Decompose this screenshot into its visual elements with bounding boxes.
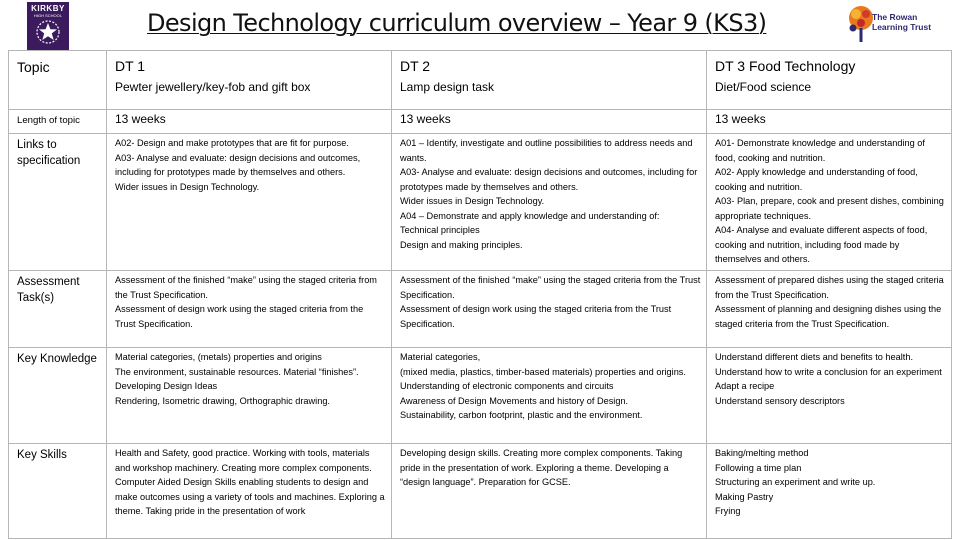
- trust-logo-line2: Learning Trust: [872, 22, 932, 32]
- curriculum-table: [8, 50, 952, 539]
- cell-line: Design and making principles.: [400, 239, 523, 250]
- cell-line: A02- Apply knowledge and understanding of food, cooking and nutrition.: [715, 167, 918, 192]
- cell-line: A03- Analyse and evaluate: design decisions and outcomes, including for prototypes made by themselves and others.: [115, 152, 361, 177]
- cell-line: Understand sensory descriptors: [715, 395, 845, 406]
- cell-line: A01 – Identify, investigate and outline possibilities to address needs and wants.: [400, 138, 693, 163]
- topic-cell-dt1: [107, 51, 392, 110]
- topic-subtitle: Diet/Food science: [715, 80, 812, 94]
- cell-assessment-dt2: [392, 271, 707, 348]
- cell-line: The environment, sustainable resources. Material “finishes”.: [115, 366, 359, 377]
- topic-title: DT 3 Food Technology: [715, 58, 856, 74]
- cell-line: Structuring an experiment and write up.: [715, 477, 876, 487]
- cell-line: Wider issues in Design Technology.: [400, 196, 545, 206]
- topic-cell-dt3: [707, 51, 952, 110]
- topic-cell-dt2: [392, 51, 707, 110]
- cell-line: A02- Design and make prototypes that are fit for purpose.: [115, 138, 349, 148]
- cell-line: Material categories, (metals) properties and origins: [115, 352, 322, 362]
- cell-length-dt1: 13 weeks: [107, 110, 392, 134]
- cell-line: A03- Plan, prepare, cook and present dishes, combining appropriate techniques.: [715, 196, 944, 221]
- cell-specification-dt3: [707, 134, 952, 271]
- table-row-length: [9, 110, 952, 134]
- school-logo-name: KIRKBY: [31, 4, 65, 13]
- row-label-skills: Key Skills: [9, 444, 107, 539]
- cell-line: Baking/melting method: [715, 448, 809, 458]
- topic-subtitle: Pewter jewellery/key-fob and gift box: [115, 80, 311, 94]
- school-logo: [27, 2, 69, 50]
- topic-title: DT 2: [400, 58, 431, 74]
- cell-line: Awareness of Design Movements and history of Design.: [400, 395, 629, 406]
- cell-line: Developing Design Ideas: [115, 381, 218, 391]
- cell-knowledge-dt1: [107, 348, 392, 444]
- cell-line: Following a time plan: [715, 462, 802, 473]
- cell-line: A03- Analyse and evaluate: design decisions and outcomes, including for prototypes made by themselves and others.: [400, 167, 698, 192]
- cell-assessment-dt3: [707, 271, 952, 348]
- cell-line: A01- Demonstrate knowledge and understanding of food, cooking and nutrition.: [715, 138, 925, 163]
- star-emblem-icon: [35, 19, 61, 45]
- row-label-length: Length of topic: [9, 110, 107, 134]
- cell-assessment-dt1: [107, 271, 392, 348]
- cell-length-dt3: 13 weeks: [707, 110, 952, 134]
- cell-specification-dt2: [392, 134, 707, 271]
- cell-knowledge-dt2: [392, 348, 707, 444]
- trust-logo-line1: The Rowan: [872, 12, 918, 22]
- table-row-assessment: [9, 271, 952, 348]
- cell-line: Technical principles: [400, 225, 480, 235]
- cell-line: Assessment of the finished “make” using the staged criteria from the Trust Specification.: [400, 275, 701, 300]
- cell-line: Assessment of planning and designing dishes using the staged criteria from the Trust Specification.: [715, 304, 942, 329]
- cell-line: Understanding of electronic components and circuits: [400, 381, 614, 391]
- cell-line: Understand different diets and benefits to health.: [715, 352, 914, 362]
- cell-line: (mixed media, plastics, timber-based materials) properties and origins.: [400, 366, 686, 377]
- cell-line: Rendering, Isometric drawing, Orthographic drawing.: [115, 395, 330, 406]
- row-label-assessment: Assessment Task(s): [9, 271, 107, 348]
- table-row-knowledge: [9, 348, 952, 444]
- page-title: Design Technology curriculum overview – Year 9 (KS3): [147, 9, 767, 37]
- trust-logo: [842, 2, 960, 50]
- cell-line: Health and Safety, good practice. Working with tools, materials and workshop machinery. Creating more complex components. Computer Aided Design Skills enabling students to design and make outcomes using a variety of tools and machines. Exploring a theme. Taking pride in the presentation of work: [115, 448, 385, 516]
- cell-line: Developing design skills. Creating more complex components. Taking pride in the presentation of work. Exploring a theme. Developing a “design language”. Preparation for GCSE.: [400, 448, 683, 487]
- topic-title: DT 1: [115, 58, 146, 74]
- cell-skills-dt3: [707, 444, 952, 539]
- cell-line: Understand how to write a conclusion for an experiment: [715, 366, 942, 377]
- cell-line: Making Pastry: [715, 491, 774, 502]
- cell-line: Assessment of design work using the staged criteria from the Trust Specification.: [115, 304, 364, 329]
- table-row-specification: [9, 134, 952, 271]
- cell-line: Adapt a recipe: [715, 381, 775, 391]
- cell-line: A04- Analyse and evaluate different aspects of food, cooking and nutrition, including food made by themselves and others.: [715, 225, 928, 264]
- cell-line: Wider issues in Design Technology.: [115, 181, 260, 192]
- cell-line: A04 – Demonstrate and apply knowledge and understanding of:: [400, 210, 660, 221]
- cell-length-dt2: 13 weeks: [392, 110, 707, 134]
- row-label-topic: Topic: [9, 51, 107, 110]
- school-logo-subtitle: HIGH SCHOOL: [33, 13, 62, 18]
- row-label-specification: Links to specification: [9, 134, 107, 271]
- cell-line: Assessment of prepared dishes using the staged criteria from the Trust Specification.: [715, 275, 944, 300]
- cell-line: Material categories,: [400, 352, 481, 362]
- table-row-topic: [9, 51, 952, 110]
- cell-line: Assessment of design work using the staged criteria from the Trust Specification.: [400, 304, 672, 329]
- cell-line: Frying: [715, 506, 741, 516]
- cell-knowledge-dt3: [707, 348, 952, 444]
- cell-line: Sustainability, carbon footprint, plastic and the environment.: [400, 410, 643, 420]
- topic-subtitle: Lamp design task: [400, 80, 495, 94]
- cell-skills-dt2: [392, 444, 707, 539]
- row-label-knowledge: Key Knowledge: [9, 348, 107, 444]
- cell-specification-dt1: [107, 134, 392, 271]
- table-row-skills: [9, 444, 952, 539]
- cell-line: Assessment of the finished “make” using the staged criteria from the Trust Specification.: [115, 275, 377, 300]
- cell-skills-dt1: [107, 444, 392, 539]
